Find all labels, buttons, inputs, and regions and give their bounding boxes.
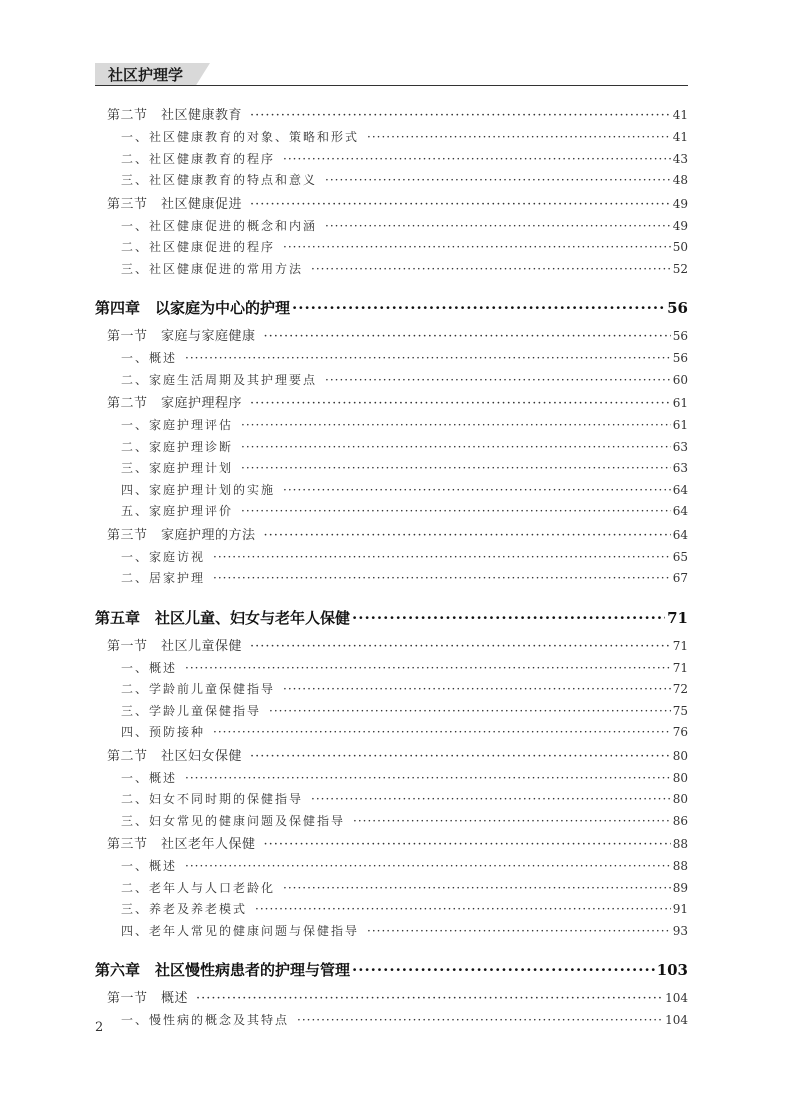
dot-leader — [250, 745, 671, 769]
dot-leader — [264, 325, 671, 349]
toc-entry-title: 四、家庭护理计划的实施 — [121, 482, 276, 497]
toc-item[interactable] — [95, 1010, 688, 1032]
dot-leader — [250, 104, 671, 128]
toc-entry-page: 48 — [672, 173, 688, 187]
dot-leader — [283, 878, 671, 900]
dot-leader — [255, 899, 671, 921]
toc-entry-page: 75 — [672, 703, 688, 718]
toc-chapter[interactable] — [95, 297, 688, 319]
toc-entry-title: 二、学龄前儿童保健指导 — [121, 682, 276, 696]
toc-entry-page: 103 — [656, 961, 688, 979]
toc-entry-title: 四、老年人常见的健康问题与保健指导 — [121, 923, 360, 938]
toc-entry-page: 67 — [672, 571, 688, 585]
toc-entry-page: 76 — [672, 725, 688, 739]
dot-leader — [241, 415, 671, 437]
toc-entry-page: 80 — [672, 770, 688, 785]
toc-item[interactable] — [95, 921, 688, 943]
toc-section[interactable] — [95, 192, 688, 216]
dot-leader — [213, 568, 671, 590]
toc-item[interactable] — [95, 127, 688, 149]
toc-section[interactable] — [95, 103, 688, 127]
toc-entry-title: 二、家庭生活周期及其护理要点 — [121, 372, 318, 387]
toc-item[interactable] — [95, 658, 688, 680]
toc-entry-page: 64 — [672, 482, 688, 497]
toc-section[interactable] — [95, 324, 688, 348]
toc-entry-page: 50 — [672, 240, 688, 254]
toc-item[interactable] — [95, 237, 688, 259]
toc-entry-page: 88 — [672, 859, 688, 873]
toc-item[interactable] — [95, 216, 688, 238]
toc-item[interactable] — [95, 789, 688, 811]
dot-leader — [311, 259, 671, 281]
toc-entry-page: 64 — [672, 527, 688, 542]
toc-entry-title: 第四章 以家庭为中心的护理 — [95, 299, 291, 317]
dot-leader — [250, 635, 671, 659]
toc-entry-title: 二、妇女不同时期的保健指导 — [121, 792, 304, 806]
toc-entry-page: 80 — [672, 748, 688, 763]
toc-item[interactable] — [95, 878, 688, 900]
toc-entry-title: 一、社区健康教育的对象、策略和形式 — [121, 130, 360, 144]
toc-entry-title: 第一节 社区儿童保健 — [107, 638, 243, 654]
toc-entry-title: 一、概述 — [121, 351, 178, 365]
dot-leader — [352, 959, 655, 981]
dot-leader — [185, 768, 671, 790]
toc-entry-title: 二、家庭护理诊断 — [121, 439, 234, 454]
toc-entry-page: 56 — [667, 299, 688, 317]
toc-entry-page: 61 — [672, 418, 688, 432]
toc-entry-title: 第一节 概述 — [107, 991, 189, 1006]
toc-entry-title: 第五章 社区儿童、妇女与老年人保健 — [95, 608, 351, 627]
toc-entry-title: 四、预防接种 — [121, 725, 206, 739]
dot-leader — [185, 658, 671, 680]
dot-leader — [241, 458, 671, 480]
dot-leader — [325, 370, 671, 392]
toc-entry-page: 91 — [672, 902, 688, 916]
toc-entry-title: 一、社区健康促进的概念和内涵 — [121, 218, 318, 233]
dot-leader — [250, 193, 671, 217]
dot-leader — [241, 437, 671, 459]
toc-entry-title: 一、家庭访视 — [121, 549, 206, 564]
dot-leader — [250, 392, 671, 416]
toc-entry-page: 71 — [667, 608, 688, 627]
toc-entry-page: 49 — [672, 218, 688, 233]
toc-entry-title: 第一节 家庭与家庭健康 — [107, 329, 256, 344]
toc-entry-title: 第二节 家庭护理程序 — [107, 396, 243, 411]
dot-leader — [292, 297, 665, 319]
toc-entry-page: 52 — [672, 261, 688, 276]
toc-chapter[interactable] — [95, 607, 688, 629]
toc-item[interactable] — [95, 501, 688, 523]
toc-entry-page: 56 — [672, 329, 688, 343]
toc-entry-page: 41 — [672, 108, 688, 122]
toc-section[interactable] — [95, 634, 688, 658]
dot-leader — [367, 921, 671, 943]
dot-leader — [283, 480, 671, 502]
toc-entry-page: 71 — [672, 660, 688, 675]
toc-section[interactable] — [95, 744, 688, 768]
toc-entry-page: 93 — [672, 923, 688, 938]
toc-item[interactable] — [95, 170, 688, 192]
toc-entry-title: 二、社区健康促进的程序 — [121, 240, 276, 254]
dot-leader — [325, 216, 671, 238]
toc-entry-page: 71 — [672, 638, 688, 653]
toc-item[interactable] — [95, 701, 688, 723]
toc-item[interactable] — [95, 722, 688, 744]
toc-section[interactable] — [95, 832, 688, 856]
toc-item[interactable] — [95, 547, 688, 569]
toc-entry-page: 60 — [672, 372, 688, 387]
dot-leader — [213, 547, 671, 569]
toc-entry-title: 三、养老及养老模式 — [121, 902, 248, 916]
toc-item[interactable] — [95, 458, 688, 480]
toc-entry-page: 72 — [672, 682, 688, 696]
dot-leader — [353, 811, 671, 833]
toc-entry-page: 64 — [672, 504, 688, 518]
dot-leader — [264, 833, 671, 857]
table-of-contents — [95, 103, 688, 1032]
toc-item[interactable] — [95, 679, 688, 701]
toc-item[interactable] — [95, 768, 688, 790]
toc-item[interactable] — [95, 149, 688, 171]
toc-entry-title: 三、社区健康教育的特点和意义 — [121, 173, 318, 187]
toc-section[interactable] — [95, 986, 688, 1010]
toc-entry-page: 80 — [672, 792, 688, 806]
toc-chapter[interactable] — [95, 959, 688, 981]
toc-entry-title: 一、慢性病的概念及其特点 — [121, 1013, 290, 1027]
dot-leader — [325, 170, 671, 192]
toc-entry-title: 三、家庭护理计划 — [121, 461, 234, 475]
toc-item[interactable] — [95, 370, 688, 392]
toc-item[interactable] — [95, 811, 688, 833]
toc-item[interactable] — [95, 856, 688, 878]
toc-entry-title: 第三节 社区老年人保健 — [107, 837, 256, 852]
toc-item[interactable] — [95, 415, 688, 437]
toc-entry-title: 二、社区健康教育的程序 — [121, 151, 276, 166]
toc-entry-title: 一、家庭护理评估 — [121, 418, 234, 432]
dot-leader — [269, 701, 671, 723]
toc-entry-page: 104 — [665, 991, 688, 1005]
dot-leader — [283, 149, 671, 171]
toc-entry-title: 一、概述 — [121, 770, 178, 785]
toc-entry-page: 86 — [672, 813, 688, 828]
toc-item[interactable] — [95, 568, 688, 590]
dot-leader — [283, 237, 671, 259]
header-rule — [95, 85, 688, 86]
toc-entry-title: 二、居家护理 — [121, 571, 206, 585]
toc-entry-page: 104 — [665, 1013, 688, 1027]
toc-entry-title: 第二节 社区妇女保健 — [107, 748, 243, 764]
toc-entry-title: 三、妇女常见的健康问题及保健指导 — [121, 813, 346, 828]
toc-item[interactable] — [95, 480, 688, 502]
toc-entry-page: 43 — [672, 151, 688, 166]
dot-leader — [297, 1010, 663, 1032]
toc-item[interactable] — [95, 437, 688, 459]
toc-entry-page: 88 — [672, 837, 688, 851]
toc-entry-title: 一、概述 — [121, 859, 178, 873]
toc-entry-title: 第二节 社区健康教育 — [107, 108, 243, 123]
toc-entry-page: 41 — [672, 130, 688, 144]
toc-entry-page: 61 — [672, 396, 688, 410]
toc-entry-title: 三、学龄儿童保健指导 — [121, 703, 262, 718]
toc-item[interactable] — [95, 259, 688, 281]
toc-entry-title: 一、概述 — [121, 660, 178, 675]
toc-entry-title: 第三节 家庭护理的方法 — [107, 527, 256, 543]
toc-section[interactable] — [95, 391, 688, 415]
dot-leader — [352, 607, 665, 629]
toc-entry-title: 三、社区健康促进的常用方法 — [121, 261, 304, 276]
dot-leader — [311, 789, 671, 811]
dot-leader — [367, 127, 671, 149]
toc-entry-title: 第三节 社区健康促进 — [107, 196, 243, 212]
dot-leader — [185, 856, 671, 878]
dot-leader — [283, 679, 671, 701]
toc-entry-title: 二、老年人与人口老龄化 — [121, 880, 276, 895]
book-title: 社区护理学 — [108, 66, 184, 84]
toc-entry-page: 63 — [672, 461, 688, 475]
page-number: 2 — [95, 1020, 104, 1035]
dot-leader — [213, 722, 671, 744]
toc-entry-title: 五、家庭护理评价 — [121, 504, 234, 518]
dot-leader — [185, 348, 671, 370]
toc-entry-page: 56 — [672, 351, 688, 365]
toc-entry-page: 65 — [672, 549, 688, 564]
dot-leader — [196, 987, 663, 1011]
toc-entry-title: 第六章 社区慢性病患者的护理与管理 — [95, 961, 351, 979]
dot-leader — [264, 524, 671, 548]
toc-item[interactable] — [95, 899, 688, 921]
toc-entry-page: 89 — [672, 880, 688, 895]
dot-leader — [241, 501, 671, 523]
toc-entry-page: 63 — [672, 439, 688, 454]
toc-section[interactable] — [95, 523, 688, 547]
toc-entry-page: 49 — [672, 196, 688, 211]
toc-item[interactable] — [95, 348, 688, 370]
